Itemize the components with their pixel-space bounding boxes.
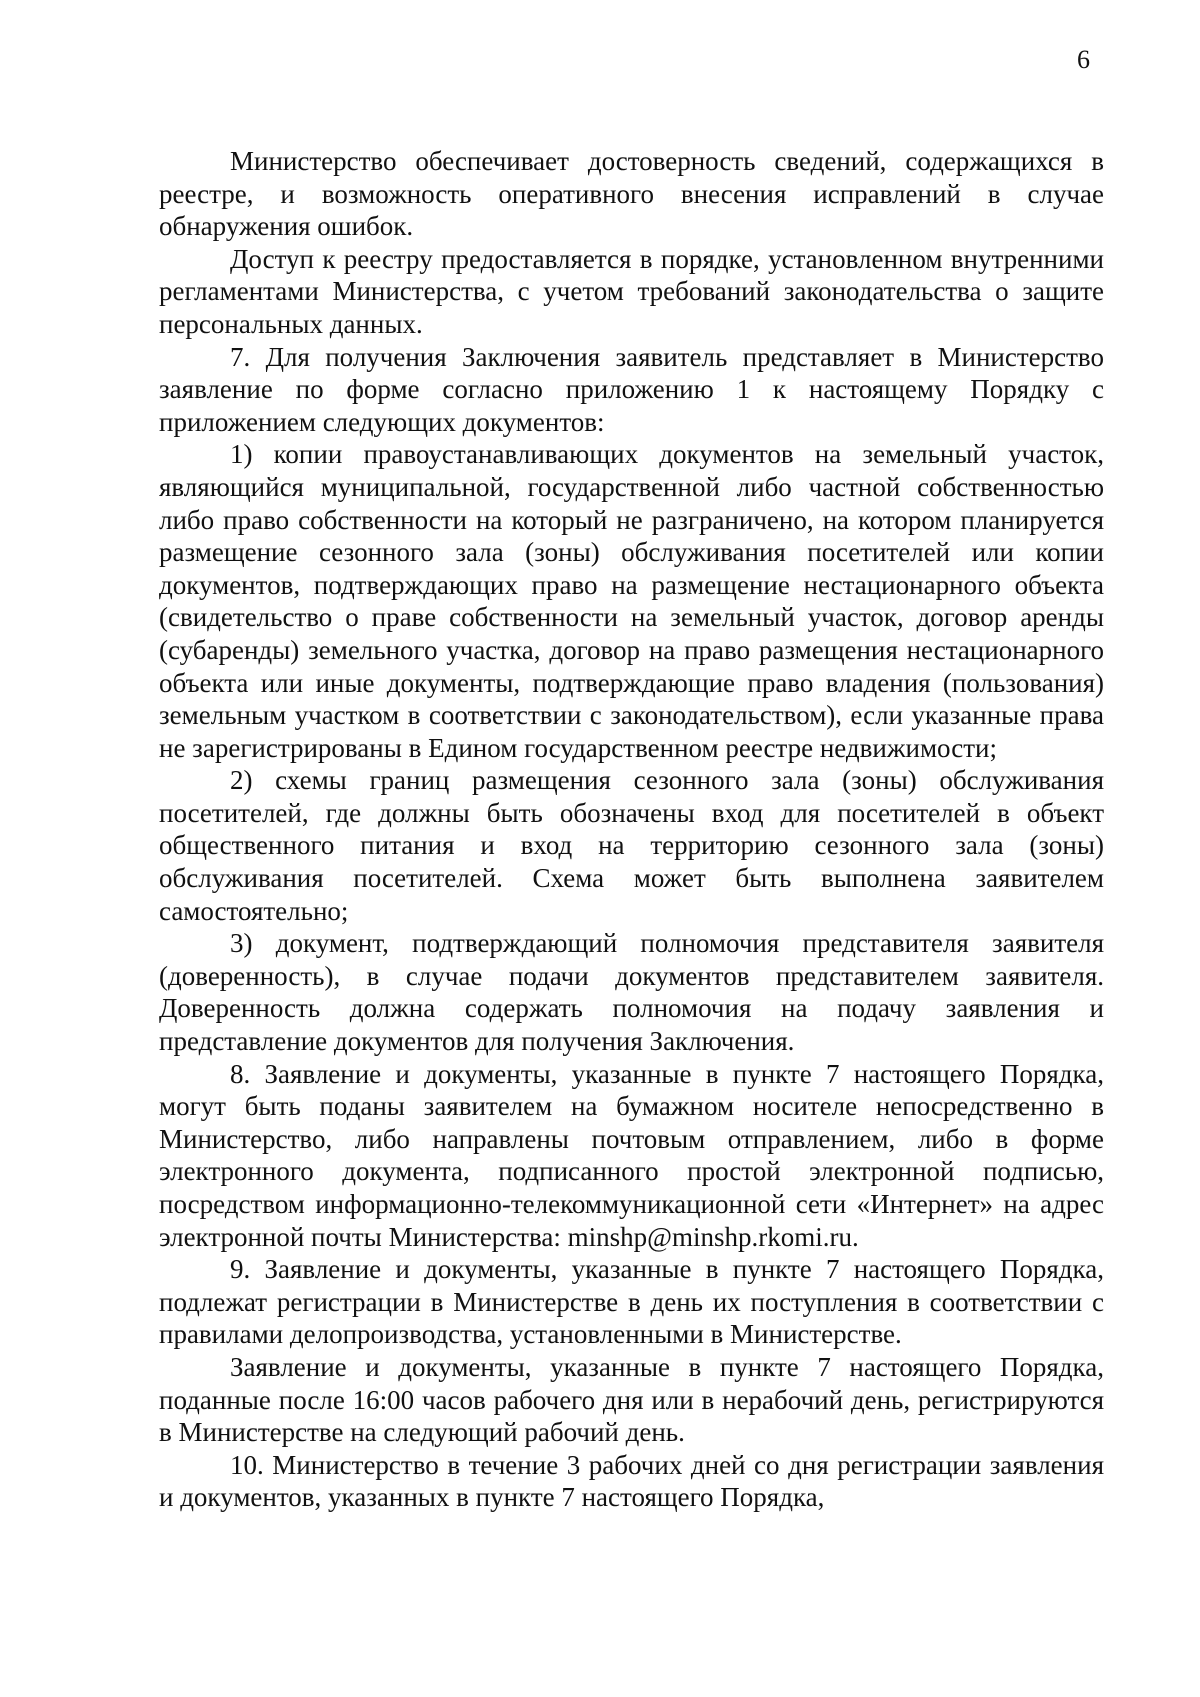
paragraph-item-9-after-hours: Заявление и документы, указанные в пункте 7 настоящего Порядка, поданные после 16:00 часов рабочего дня или в нерабочий день, регистрируются в Министерстве на следующий рабочий день. <box>159 1351 1104 1448</box>
paragraph-item-8: 8. Заявление и документы, указанные в пункте 7 настоящего Порядка, могут быть поданы заявителем на бумажном носителе непосредственно в Министерство, либо направлены почтовым отправлением, либо в форме электронного документа, подписанного простой электронной подписью, посредством информационно-телекоммуникационной сети «Интернет» на адрес электронной почты Министерства: minshp@minshp.rkomi.ru. <box>159 1058 1104 1252</box>
page-number: 6 <box>1077 45 1090 74</box>
paragraph-item-7-2: 2) схемы границ размещения сезонного зала (зоны) обслуживания посетителей, где должны быть обозначены вход для посетителей в объект общественного питания и вход на территорию сезонного зала (зоны) обслуживания посетителей. Схема может быть выполнена заявителем самостоятельно; <box>159 765 1104 926</box>
paragraph-registry-access: Доступ к реестру предоставляется в порядке, установленном внутренними регламентами Министерства, с учетом требований законодательства о защите персональных данных. <box>159 243 1104 339</box>
paragraph-item-7-3: 3) документ, подтверждающий полномочия представителя заявителя (доверенность), в случае подачи документов представителем заявителя. Доверенность должна содержать полномочия на подачу заявления и представление документов для получения Заключения. <box>159 928 1104 1057</box>
document-body <box>159 145 1104 1514</box>
paragraph-item-7-1: 1) копии правоустанавливающих документов на земельный участок, являющийся муниципальной, государственной либо частной собственностью либо право собственности на который не разграничено, на котором планируется размещение сезонного зала (зоны) обслуживания посетителей или копии документов, подтверждающих право на размещение нестационарного объекта (свидетельство о праве собственности на земельный участок, договор аренды (субаренды) земельного участка, договор на право размещения нестационарного объекта или иные документы, подтверждающие право владения (пользования) земельным участком в соответствии с законодательством), если указанные права не зарегистрированы в Едином государственном реестре недвижимости; <box>159 439 1104 763</box>
paragraph-item-10: 10. Министерство в течение 3 рабочих дней со дня регистрации заявления и документов, указанных в пункте 7 настоящего Порядка, <box>159 1449 1104 1513</box>
paragraph-item-9: 9. Заявление и документы, указанные в пункте 7 настоящего Порядка, подлежат регистрации в Министерстве в день их поступления в соответствии с правилами делопроизводства, установленными в Министерстве. <box>159 1254 1104 1350</box>
paragraph-registry-accuracy: Министерство обеспечивает достоверность сведений, содержащихся в реестре, и возможность оперативного внесения исправлений в случае обнаружения ошибок. <box>159 146 1104 242</box>
paragraph-item-7: 7. Для получения Заключения заявитель представляет в Министерство заявление по форме согласно приложению 1 к настоящему Порядку с приложением следующих документов: <box>159 341 1104 437</box>
